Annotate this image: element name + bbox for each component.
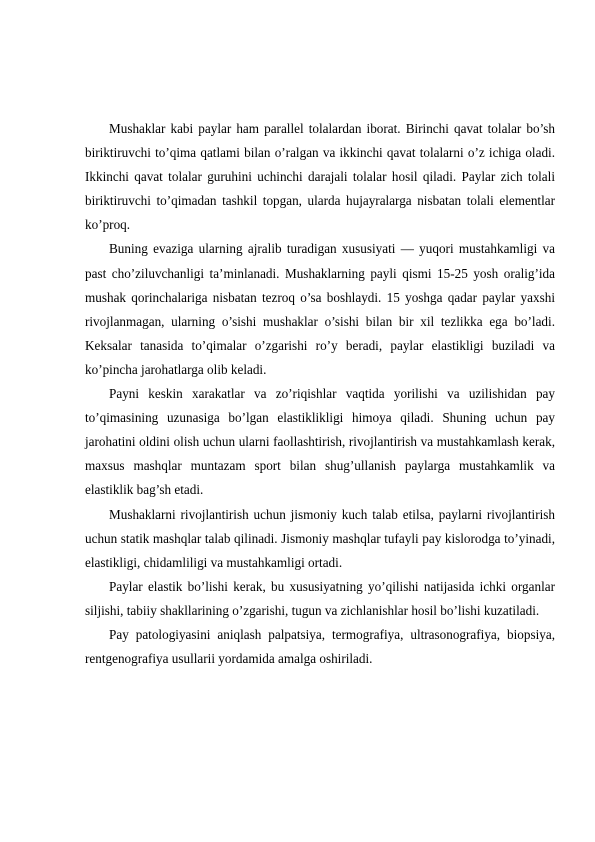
- paragraph-5: Paylar elastik bo’lishi kerak, bu xususiyatning yo’qilishi natijasida ichki organlar siljishi, tabiiy shakllarining o’zgarishi, tugun va zichlanishlar hosil bo’lishi kuzatiladi.: [85, 578, 555, 618]
- paragraph-2: Buning evaziga ularning ajralib turadigan xususiyati — yuqori mustahkamligi va past cho’ziluvchanligi ta’minlanadi. Mushaklarning payli qismi 15-25 yosh oralig’ida mushak qorinchalariga nisbatan tezroq o’sa boshlaydi. 15 yoshga qadar paylar yaxshi rivojlanmagan, ularning o’sishi mushaklar o’sishi bilan bir xil tezlikka ega bo’ladi. Keksalar tanasida to’qimalar o’zgarishi ro’y beradi, paylar elastikligi buziladi va ko’pincha jarohatlarga olib keladi.: [85, 241, 555, 377]
- paragraph-4: Mushaklarni rivojlantirish uchun jismoniy kuch talab etilsa, paylarni rivojlantirish uchun statik mashqlar talab qilinadi. Jismoniy mashqlar tufayli pay kislorodga to’yinadi, elastikligi, chidamliligi va mustahkamligi ortadi.: [85, 506, 555, 570]
- body-text: [85, 117, 555, 671]
- paragraph-3: Payni keskin xarakatlar va zo’riqishlar vaqtida yorilishi va uzilishidan pay to’qimasining uzunasiga bo’lgan elastiklikligi himoya qiladi. Shuning uchun pay jarohatini oldini olish uchun ularni faollashtirish, rivojlantirish va mustahkamlash kerak, maxsus mashqlar muntazam sport bilan shug’ullanish paylarga mustahkamlik va elastiklik bag’sh etadi.: [85, 386, 555, 498]
- paragraph-6: Pay patologiyasini aniqlash palpatsiya, termografiya, ultrasonografiya, biopsiya, rentgenografiya usullarii yordamida amalga oshiriladi.: [85, 626, 555, 667]
- paragraph-1: Mushaklar kabi paylar ham parallel tolalardan iborat. Birinchi qavat tolalar bo’sh biriktiruvchi to’qima qatlami bilan o’ralgan va ikkinchi qavat tolalarni o’z ichiga oladi. Ikkinchi qavat tolalar guruhini uchinchi darajali tolalar hosil qiladi. Paylar zich tolali biriktiruvchi to’qimadan tashkil topgan, ularda hujayralarga nisbatan tolali elementlar ko’proq.: [85, 121, 555, 233]
